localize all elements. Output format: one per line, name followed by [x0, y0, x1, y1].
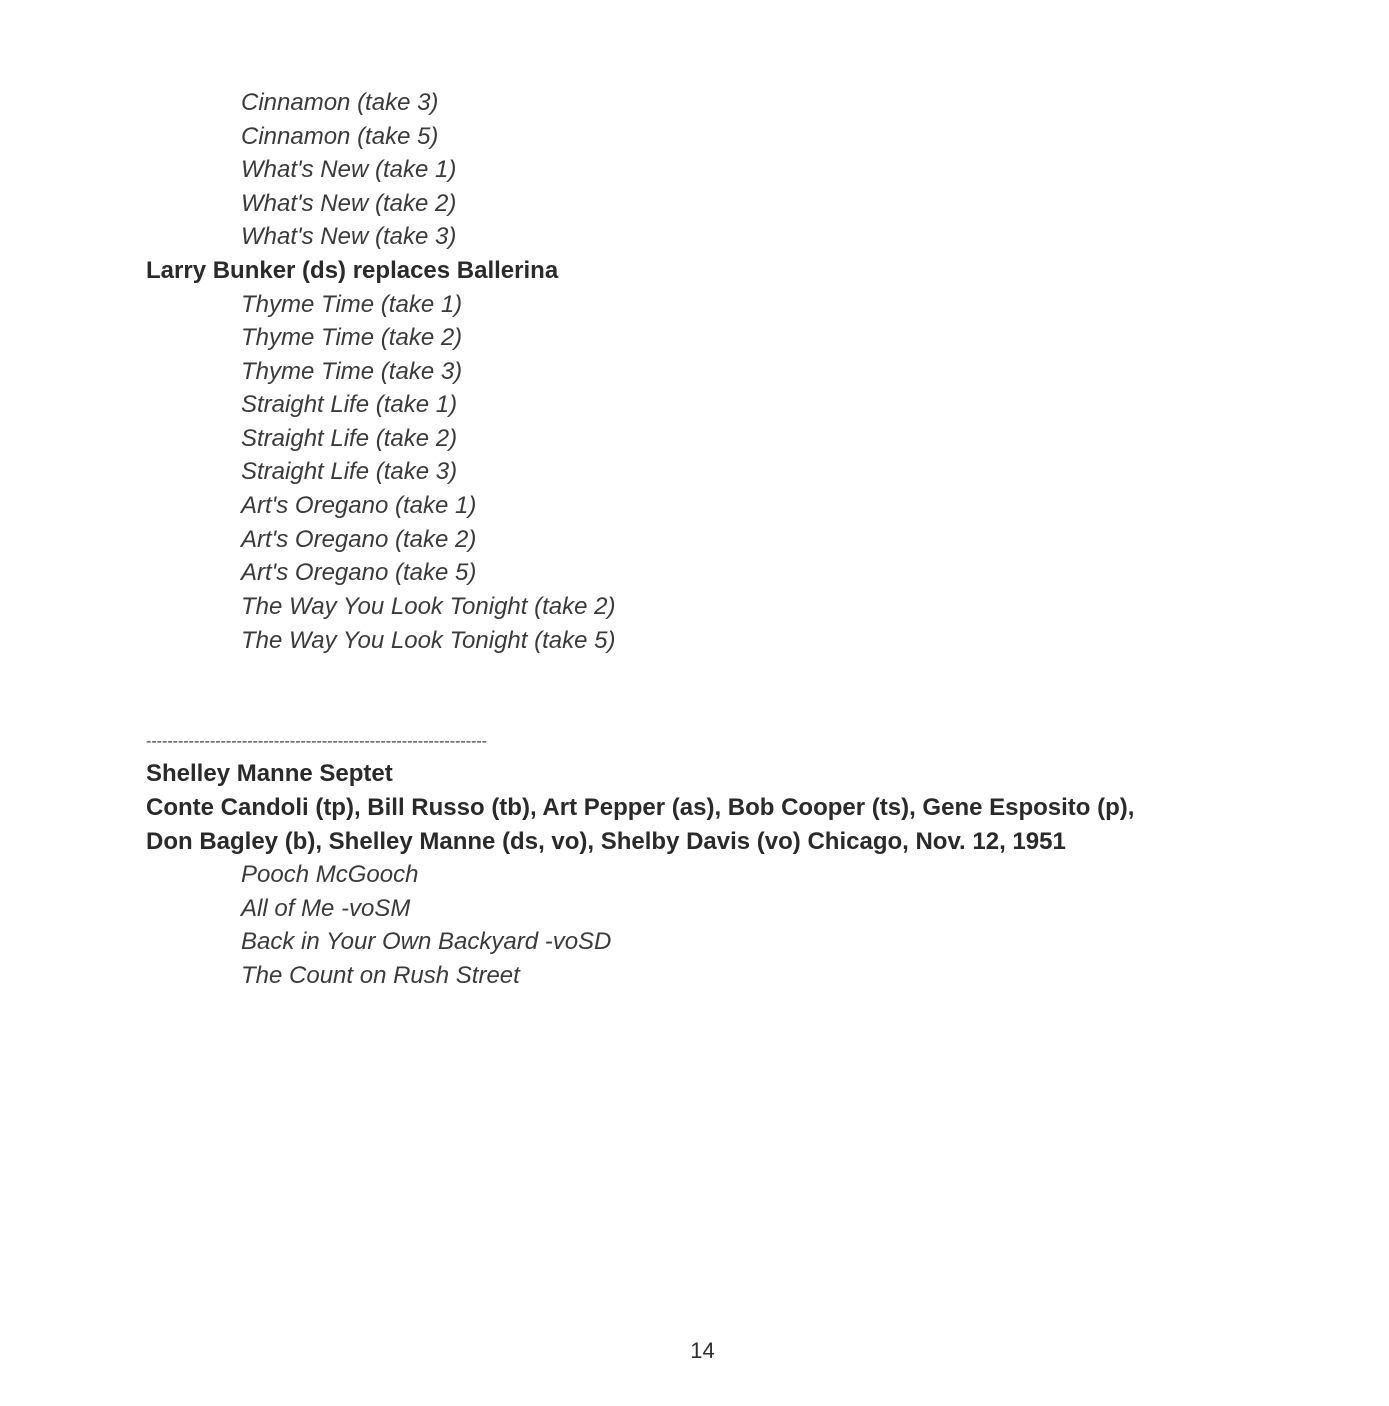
group-name: Shelley Manne Septet: [146, 760, 393, 787]
track-title: Straight Life (take 1): [241, 391, 458, 418]
track-title: All of Me -voSM: [241, 895, 411, 922]
track-title: Straight Life (take 2): [241, 425, 458, 452]
track-title: Art's Oregano (take 5): [241, 559, 477, 586]
track-title: The Way You Look Tonight (take 2): [241, 593, 616, 620]
track-title: Straight Life (take 3): [241, 458, 458, 485]
track-title: The Count on Rush Street: [241, 962, 520, 989]
page-number: 14: [690, 1338, 715, 1363]
personnel-line: Conte Candoli (tp), Bill Russo (tb), Art Pepper (as), Bob Cooper (ts), Gene Esposito (p),: [146, 794, 1135, 821]
track-title: What's New (take 3): [241, 223, 457, 250]
track-title: Back in Your Own Backyard -voSD: [241, 928, 612, 955]
track-title: The Way You Look Tonight (take 5): [241, 627, 616, 654]
track-title: Art's Oregano (take 1): [241, 492, 477, 519]
track-title: What's New (take 1): [241, 156, 457, 183]
track-title: Art's Oregano (take 2): [241, 526, 477, 553]
track-title: Cinnamon (take 3): [241, 89, 439, 116]
track-title: Cinnamon (take 5): [241, 123, 439, 150]
personnel-line: Don Bagley (b), Shelley Manne (ds, vo), Shelby Davis (vo) Chicago, Nov. 12, 1951: [146, 828, 1066, 855]
personnel-change: Larry Bunker (ds) replaces Ballerina: [146, 257, 559, 284]
track-title: Thyme Time (take 1): [241, 291, 463, 318]
track-title: Pooch McGooch: [241, 861, 419, 888]
track-title: What's New (take 2): [241, 190, 457, 217]
track-title: Thyme Time (take 2): [241, 324, 463, 351]
track-title: Thyme Time (take 3): [241, 358, 463, 385]
section-divider: ----------------------------------------------------------------: [146, 733, 487, 750]
